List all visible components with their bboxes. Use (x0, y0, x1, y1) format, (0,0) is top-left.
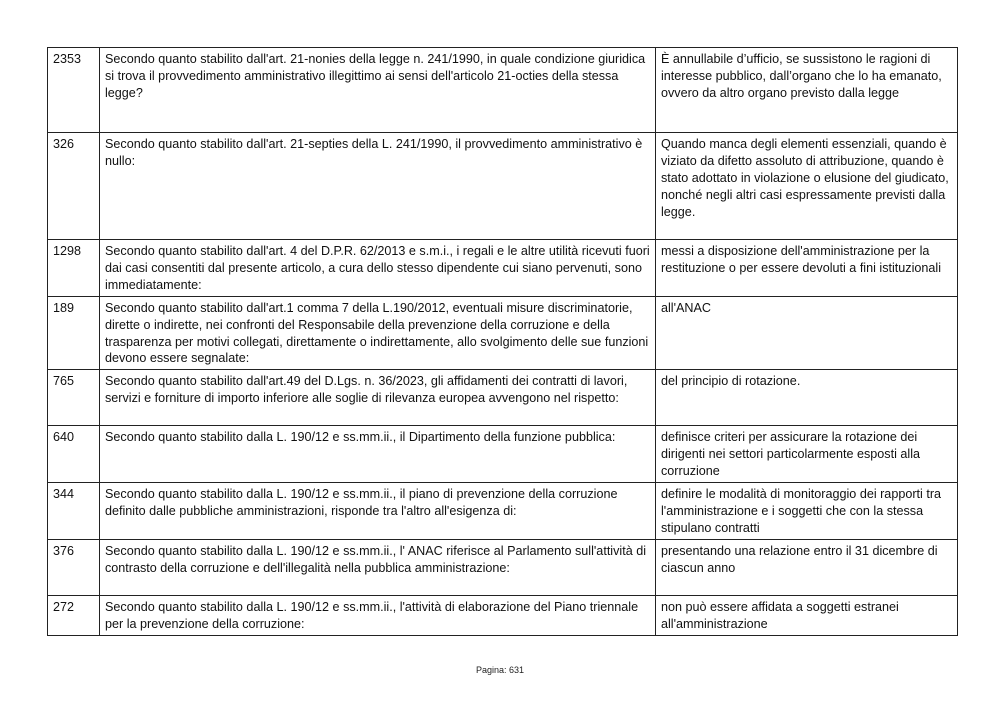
question-id: 272 (48, 595, 100, 635)
table-row (48, 426, 958, 483)
question-text: Secondo quanto stabilito dall'art. 21-septies della L. 241/1990, il provvedimento amministrativo è nullo: (100, 133, 656, 240)
question-id: 2353 (48, 48, 100, 133)
table-row (48, 133, 958, 240)
question-text: Secondo quanto stabilito dalla L. 190/12 e ss.mm.ii., l'attività di elaborazione del Piano triennale per la prevenzione della corruzione: (100, 595, 656, 635)
table-row (48, 296, 958, 370)
answer-text: messi a disposizione dell'amministrazione per la restituzione o per essere devoluti a fini istituzionali (656, 240, 958, 297)
answer-text: definisce criteri per assicurare la rotazione dei dirigenti nei settori particolarmente esposti alla corruzione (656, 426, 958, 483)
answer-text: non può essere affidata a soggetti estranei all'amministrazione (656, 595, 958, 635)
question-id: 189 (48, 296, 100, 370)
table-row (48, 370, 958, 426)
question-text: Secondo quanto stabilito dall'art.1 comma 7 della L.190/2012, eventuali misure discriminatorie, dirette o indirette, nei confronti del Responsabile della prevenzione della corruzione e della trasparenza per motivi collegati, direttamente o indirettamente, allo svolgimento delle sue funzioni devono essere segnalate: (100, 296, 656, 370)
question-text: Secondo quanto stabilito dalla L. 190/12 e ss.mm.ii., l' ANAC riferisce al Parlamento sull'attività di contrasto della corruzione e dell'illegalità nella pubblica amministrazione: (100, 539, 656, 595)
answer-text: del principio di rotazione. (656, 370, 958, 426)
question-id: 765 (48, 370, 100, 426)
page-number: Pagina: 631 (475, 665, 525, 675)
table-row (48, 539, 958, 595)
answer-text: presentando una relazione entro il 31 dicembre di ciascun anno (656, 539, 958, 595)
question-text: Secondo quanto stabilito dall'art.49 del D.Lgs. n. 36/2023, gli affidamenti dei contratti di lavori, servizi e forniture di importo inferiore alle soglie di rilevanza europea avvengono nel rispetto: (100, 370, 656, 426)
answer-text: definire le modalità di monitoraggio dei rapporti tra l'amministrazione e i soggetti che con la stessa stipulano contratti (656, 483, 958, 540)
question-id: 326 (48, 133, 100, 240)
table-row (48, 595, 958, 635)
table-row (48, 483, 958, 540)
question-id: 640 (48, 426, 100, 483)
question-id: 1298 (48, 240, 100, 297)
question-text: Secondo quanto stabilito dalla L. 190/12 e ss.mm.ii., il Dipartimento della funzione pubblica: (100, 426, 656, 483)
answer-text: Quando manca degli elementi essenziali, quando è viziato da difetto assoluto di attribuzione, quando è stato adottato in violazione o elusione del giudicato, nonché negli altri casi espressamente previsti dalla legge. (656, 133, 958, 240)
table-row (48, 240, 958, 297)
question-id: 376 (48, 539, 100, 595)
answer-text: È annullabile d’ufficio, se sussistono le ragioni di interesse pubblico, dall’organo che lo ha emanato, ovvero da altro organo previsto dalla legge (656, 48, 958, 133)
table-row (48, 48, 958, 133)
question-id: 344 (48, 483, 100, 540)
question-text: Secondo quanto stabilito dall'art. 4 del D.P.R. 62/2013 e s.m.i., i regali e le altre utilità ricevuti fuori dai casi consentiti dal presente articolo, a cura dello stesso dipendente cui siano pervenuti, sono immediatamente: (100, 240, 656, 297)
quiz-table (47, 47, 958, 636)
question-text: Secondo quanto stabilito dalla L. 190/12 e ss.mm.ii., il piano di prevenzione della corruzione definito dalle pubbliche amministrazioni, risponde tra l'altro all'esigenza di: (100, 483, 656, 540)
answer-text: all'ANAC (656, 296, 958, 370)
question-text: Secondo quanto stabilito dall'art. 21-nonies della legge n. 241/1990, in quale condizione giuridica si trova il provvedimento amministrativo illegittimo ai sensi dell'articolo 21-octies della stessa legge? (100, 48, 656, 133)
